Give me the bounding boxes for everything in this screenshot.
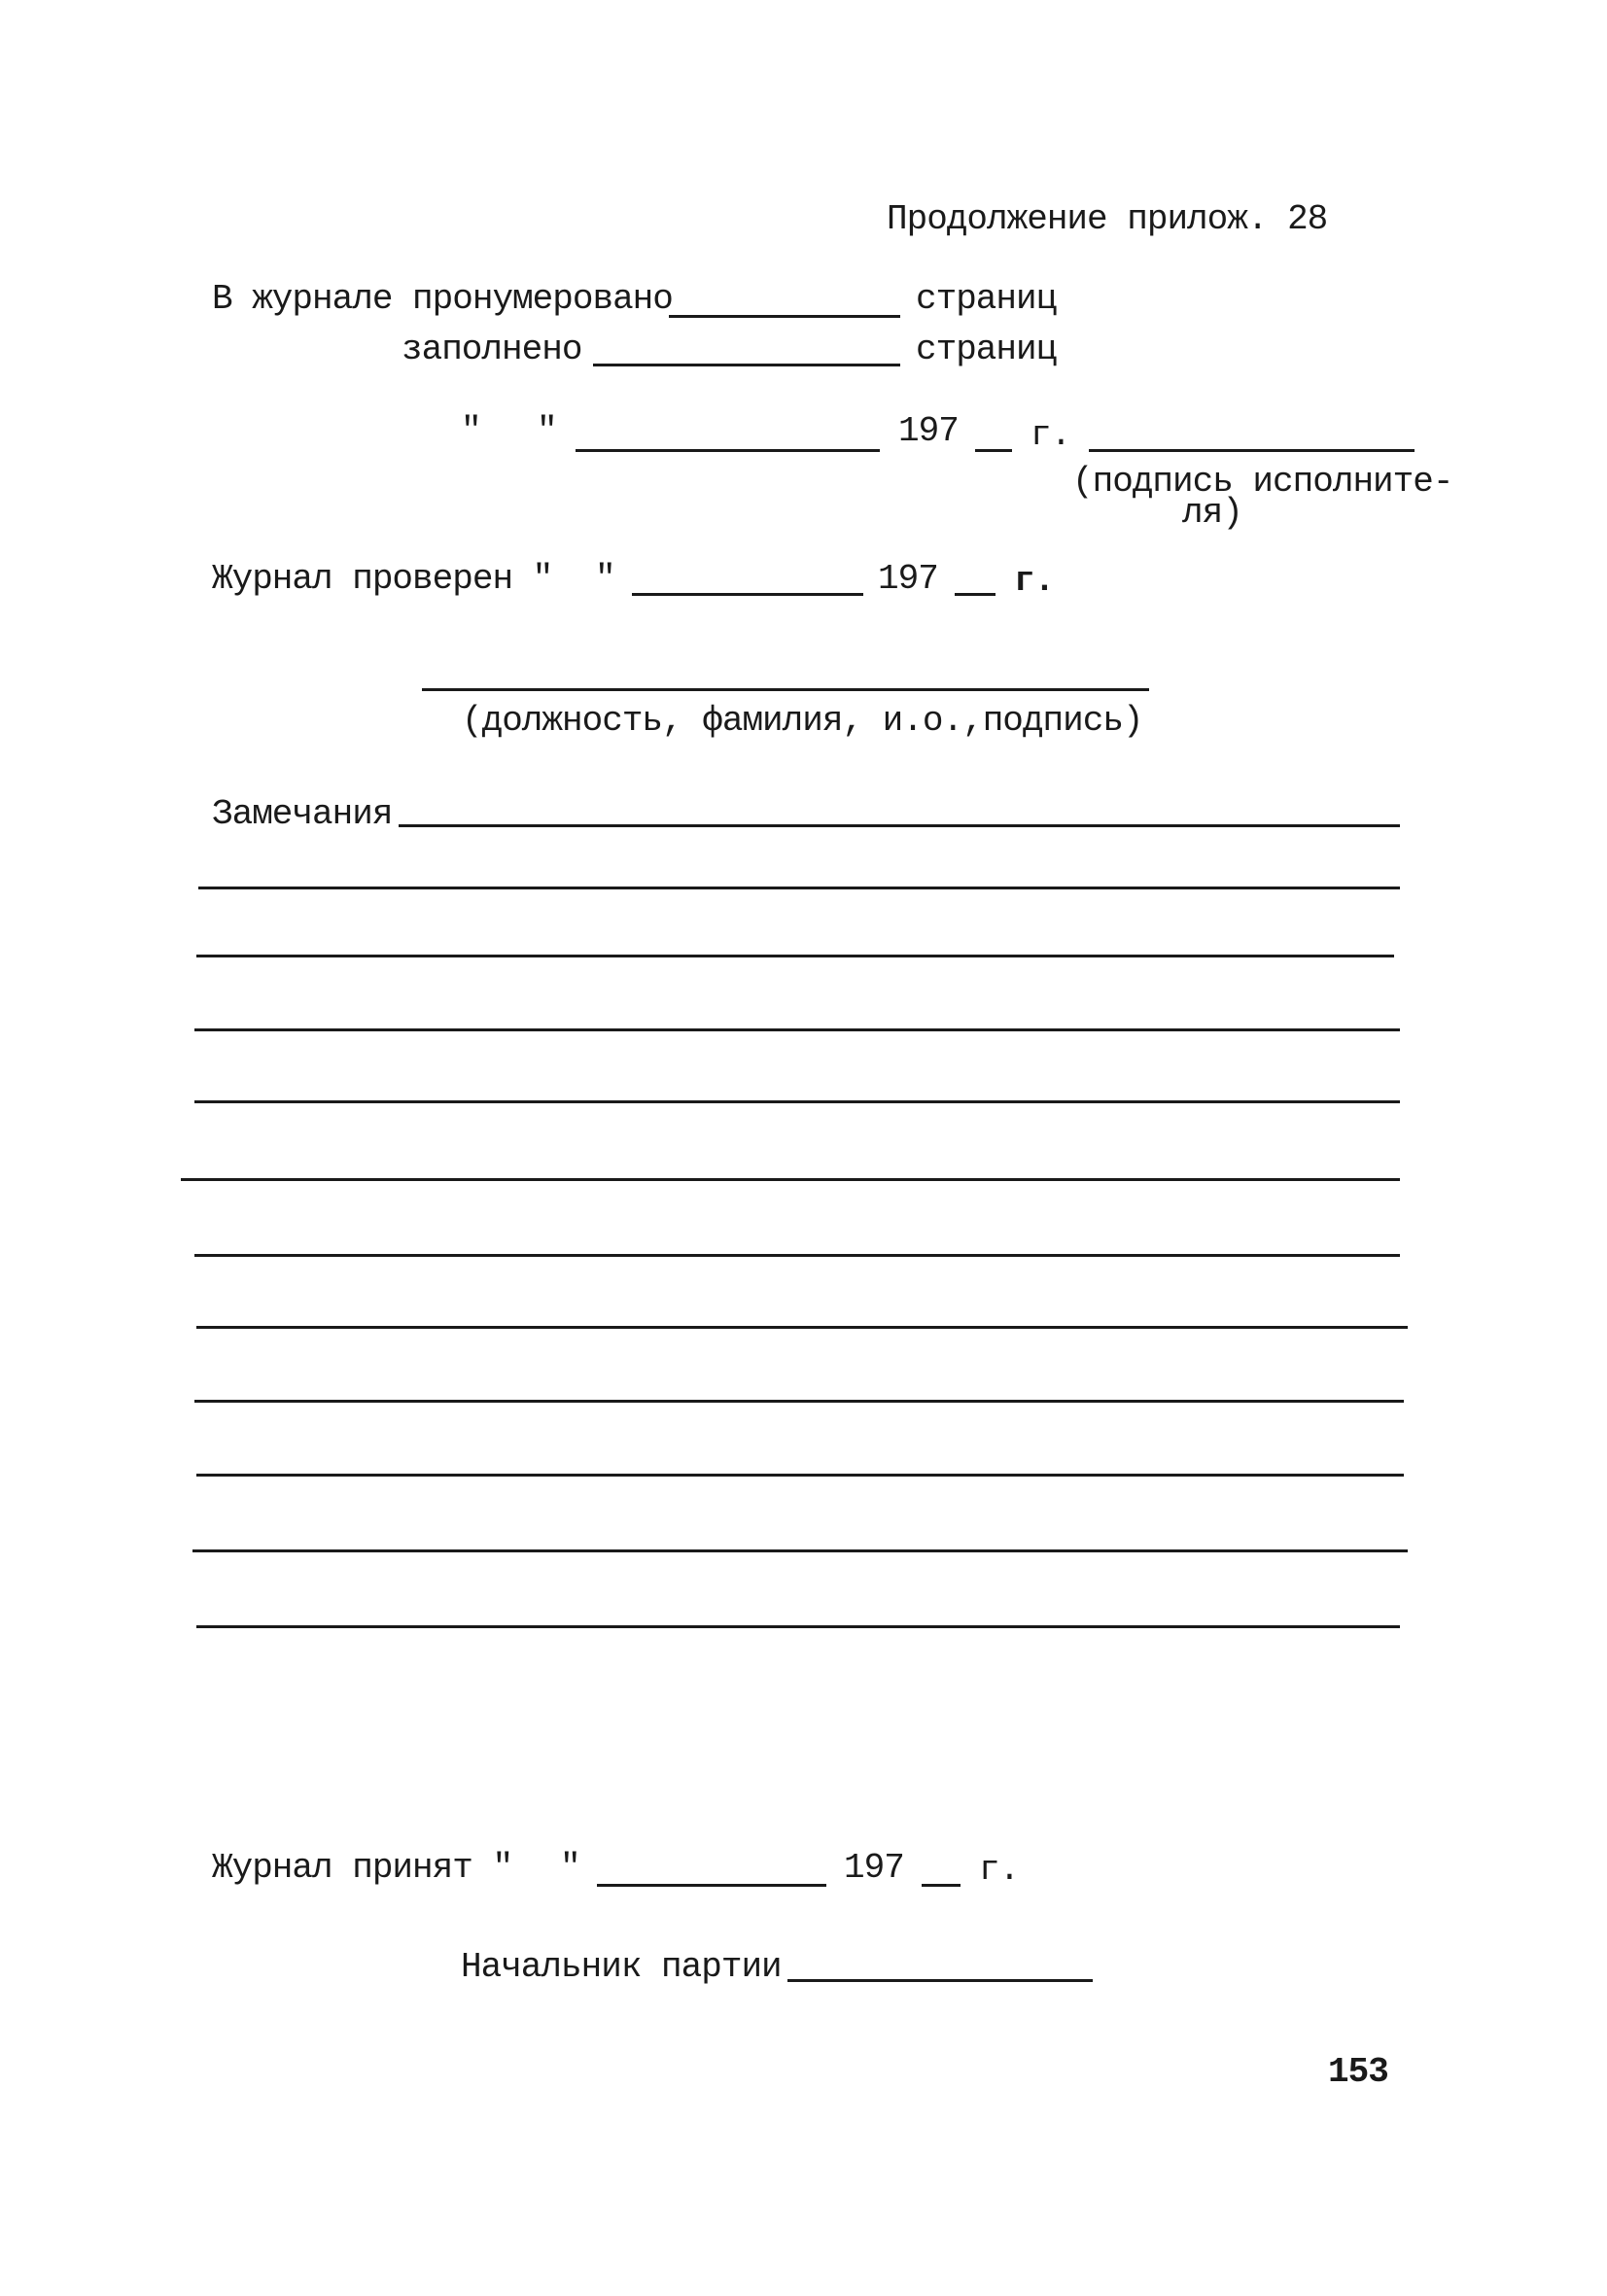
remarks-line-5[interactable] — [194, 1100, 1400, 1103]
continuation-header: Продолжение прилож. 28 — [887, 199, 1328, 239]
filled-pages-label: заполнено — [402, 330, 582, 369]
numbered-pages-label: В журнале пронумеровано — [212, 279, 673, 319]
remarks-line-7[interactable] — [194, 1254, 1400, 1257]
executor-year-field[interactable] — [975, 449, 1012, 452]
checked-signature-field[interactable] — [422, 688, 1149, 691]
accepted-date-field[interactable] — [597, 1884, 826, 1887]
party-chief-signature-field[interactable] — [787, 1979, 1093, 1982]
accepted-label: Журнал принят " — [212, 1848, 513, 1888]
executor-quote-close: " — [537, 411, 557, 451]
remarks-line-1[interactable] — [399, 824, 1400, 827]
numbered-pages-field[interactable] — [669, 315, 900, 318]
remarks-label: Замечания — [212, 794, 393, 834]
executor-signature-caption-1: (подпись исполните- — [1072, 462, 1453, 502]
filled-pages-field[interactable] — [593, 364, 900, 366]
remarks-line-9[interactable] — [194, 1400, 1404, 1403]
checked-label: Журнал проверен " — [212, 559, 553, 599]
remarks-line-10[interactable] — [196, 1474, 1404, 1477]
accepted-year-field[interactable] — [922, 1884, 961, 1887]
checked-signature-caption: (должность, фамилия, и.о.,подпись) — [462, 701, 1143, 741]
page-number: 153 — [1328, 2052, 1388, 2092]
checked-date-field[interactable] — [632, 593, 863, 596]
executor-year-prefix: 197 — [898, 411, 959, 451]
checked-quote-close: " — [595, 559, 615, 599]
remarks-line-12[interactable] — [196, 1625, 1400, 1628]
remarks-line-4[interactable] — [194, 1028, 1400, 1031]
remarks-line-2[interactable] — [198, 887, 1400, 889]
checked-year-prefix: 197 — [878, 559, 938, 599]
checked-year-suffix: г. — [1014, 561, 1055, 601]
accepted-year-prefix: 197 — [844, 1848, 904, 1888]
party-chief-label: Начальник партии — [461, 1947, 782, 1987]
executor-year-suffix: г. — [1031, 415, 1071, 455]
accepted-quote-close: " — [560, 1848, 580, 1888]
remarks-line-8[interactable] — [196, 1326, 1408, 1329]
executor-signature-field[interactable] — [1089, 449, 1415, 452]
remarks-line-3[interactable] — [196, 955, 1394, 957]
executor-date-field[interactable] — [576, 449, 880, 452]
executor-quote-open: " — [461, 411, 481, 451]
accepted-year-suffix: г. — [979, 1850, 1020, 1890]
pages-word-1: страниц — [916, 279, 1057, 319]
remarks-line-11[interactable] — [192, 1549, 1408, 1552]
executor-signature-caption-2: ля) — [1182, 493, 1242, 533]
pages-word-2: страниц — [916, 330, 1057, 369]
remarks-line-6[interactable] — [181, 1178, 1400, 1181]
checked-year-field[interactable] — [955, 593, 996, 596]
